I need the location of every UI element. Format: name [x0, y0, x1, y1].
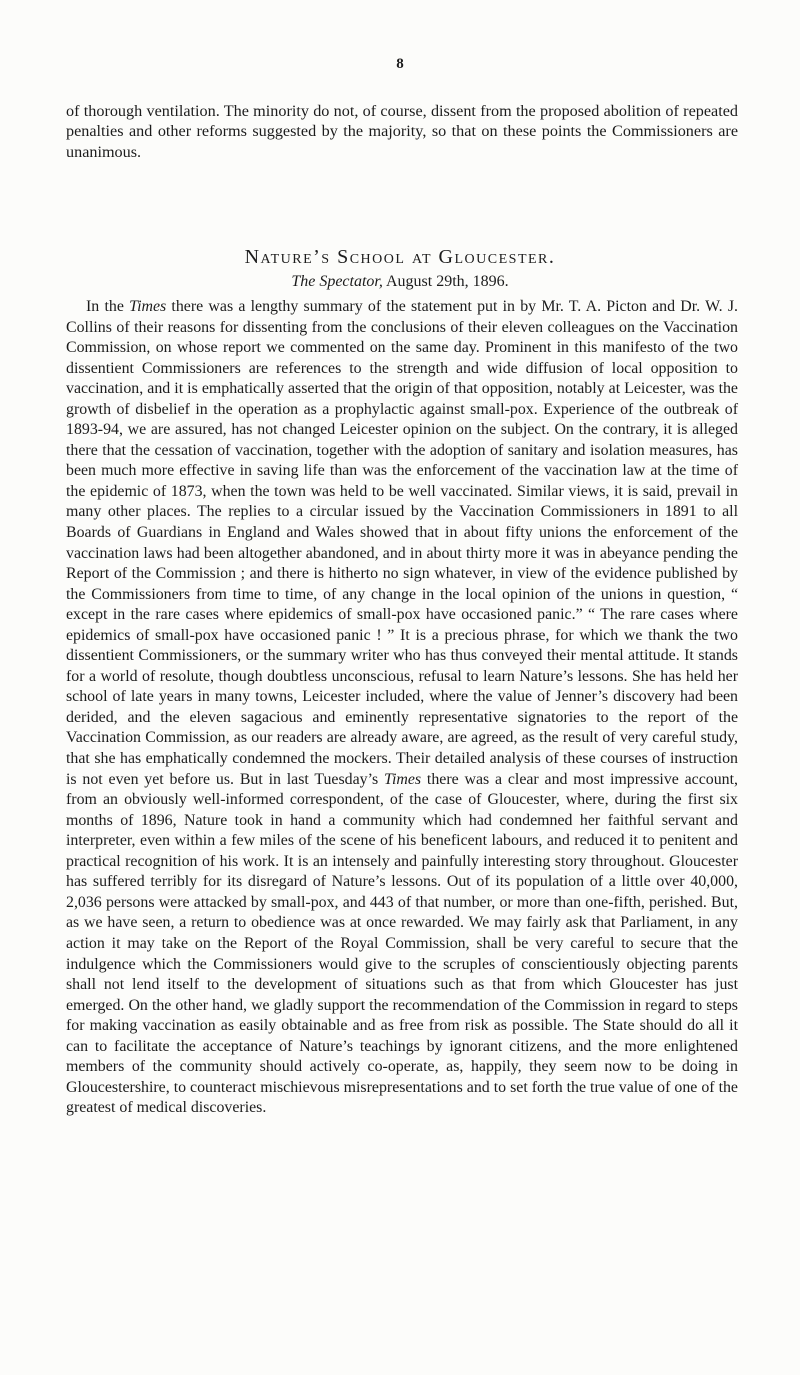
- page-number: 8: [396, 56, 404, 72]
- newspaper-title-times: Times: [384, 770, 422, 788]
- article-body: [66, 297, 738, 1119]
- source-publication: The Spectator,: [291, 273, 383, 290]
- body-text-part-2: there was a clear and most impressive account, from an obviously well-informed correspondent, of the case of Gloucester, where, during the first six months of 1896, Nature took in hand a community which had condemned her faithful servant and interpreter, even within a few miles of the scene of his beneficent labours, and reduced it to penitent and practical recognition of his work. It is an intensely and painfully interesting story throughout. Gloucester has suffered terribly for its disregard of Nature’s lessons. Out of its population of a little over 40,000, 2,036 persons were attacked by small-pox, and 443 of that number, or more than one-fifth, perished. But, as we have seen, a return to obedience was at once rewarded. We may fairly ask that Parliament, in any action it may take on the Report of the Royal Commission, shall be very careful to secure that the indulgence which the Commissioners would give to the scruples of conscientiously objecting parents shall not lend itself to the development of situations such as that from which Gloucester has just emerged. On the other hand, we gladly support the recommendation of the Commission in regard to steps for making vaccination as easily obtainable and as free from risk as possible. The State should do all it can to facilitate the acceptance of Nature’s teachings by ignorant citizens, and the more enlightened members of the community should actively co-operate, as, happily, they seem now to be doing in Gloucestershire, to counteract mischievous misrepresentations and to set forth the true value of one of the greatest of medical discoveries.: [66, 770, 739, 1117]
- intro-paragraph: of thorough ventilation. The minority do not, of course, dissent from the proposed abolition of repeated penalties and other reforms suggested by the majority, so that on these points the Commissioners are unanimous.: [66, 102, 738, 161]
- article-source: [0, 273, 800, 291]
- body-text-start: In the: [86, 298, 130, 315]
- article-title: Nature’s School at Gloucester.: [244, 246, 556, 268]
- body-text-part-1: there was a lengthy summary of the statement put in by Mr. T. A. Picton and Dr. W. J. Collins of their reasons for dissenting from the conclusions of their eleven colleagues on the Vaccination Commission, on whose report we commented on the same day. Prominent in this manifesto of the two dissentient Commissioners are references to the strength and wide diffusion of local opposition to vaccination, and it is emphatically asserted that the origin of that opposition, notably at Leicester, was the growth of disbelief in the operation as a prophylactic against small-pox. Experience of the outbreak of 1893-94, we are assured, has not changed Leicester opinion on the subject. On the contrary, it is alleged there that the cessation of vaccination, together with the adoption of sanitary and isolation measures, has been much more effective in saving life than was the enforcement of the vaccination law at the time of the epidemic of 1873, when the town was held to be well vaccinated. Similar views, it is said, prevail in many other places. The replies to a circular issued by the Vaccination Commissioners in 1891 to all Boards of Guardians in England and Wales showed that in about fifty unions the enforcement of the vaccination laws had been altogether abandoned, and in about thirty more it was in abeyance pending the Report of the Commission ; and there is hitherto no sign whatever, in view of the evidence published by the Commissioners from time to time, of any change in the local opinion of the unions in question, “ except in the rare cases where epidemics of small-pox have occasioned panic.” “ The rare cases where epidemics of small-pox have occasioned panic ! ” It is a precious phrase, for which we thank the two dissentient Commissioners, or the summary writer who has thus conveyed their mental attitude. It stands for a world of resolute, though doubtless unconscious, refusal to learn Nature’s lessons. She has held her school of late years in many towns, Leicester included, where the value of Jenner’s discovery had been derided, and the eleven sagacious and eminently representative signatories to the report of the Vaccination Commission, as our readers are already aware, are agreed, as the result of very careful study, that she has emphatically condemned the mockers. Their detailed analysis of these courses of instruction is not even yet before us. But in last Tuesday’s: [66, 298, 738, 788]
- source-date: August 29th, 1896.: [382, 273, 509, 290]
- newspaper-title-times: Times: [129, 298, 167, 315]
